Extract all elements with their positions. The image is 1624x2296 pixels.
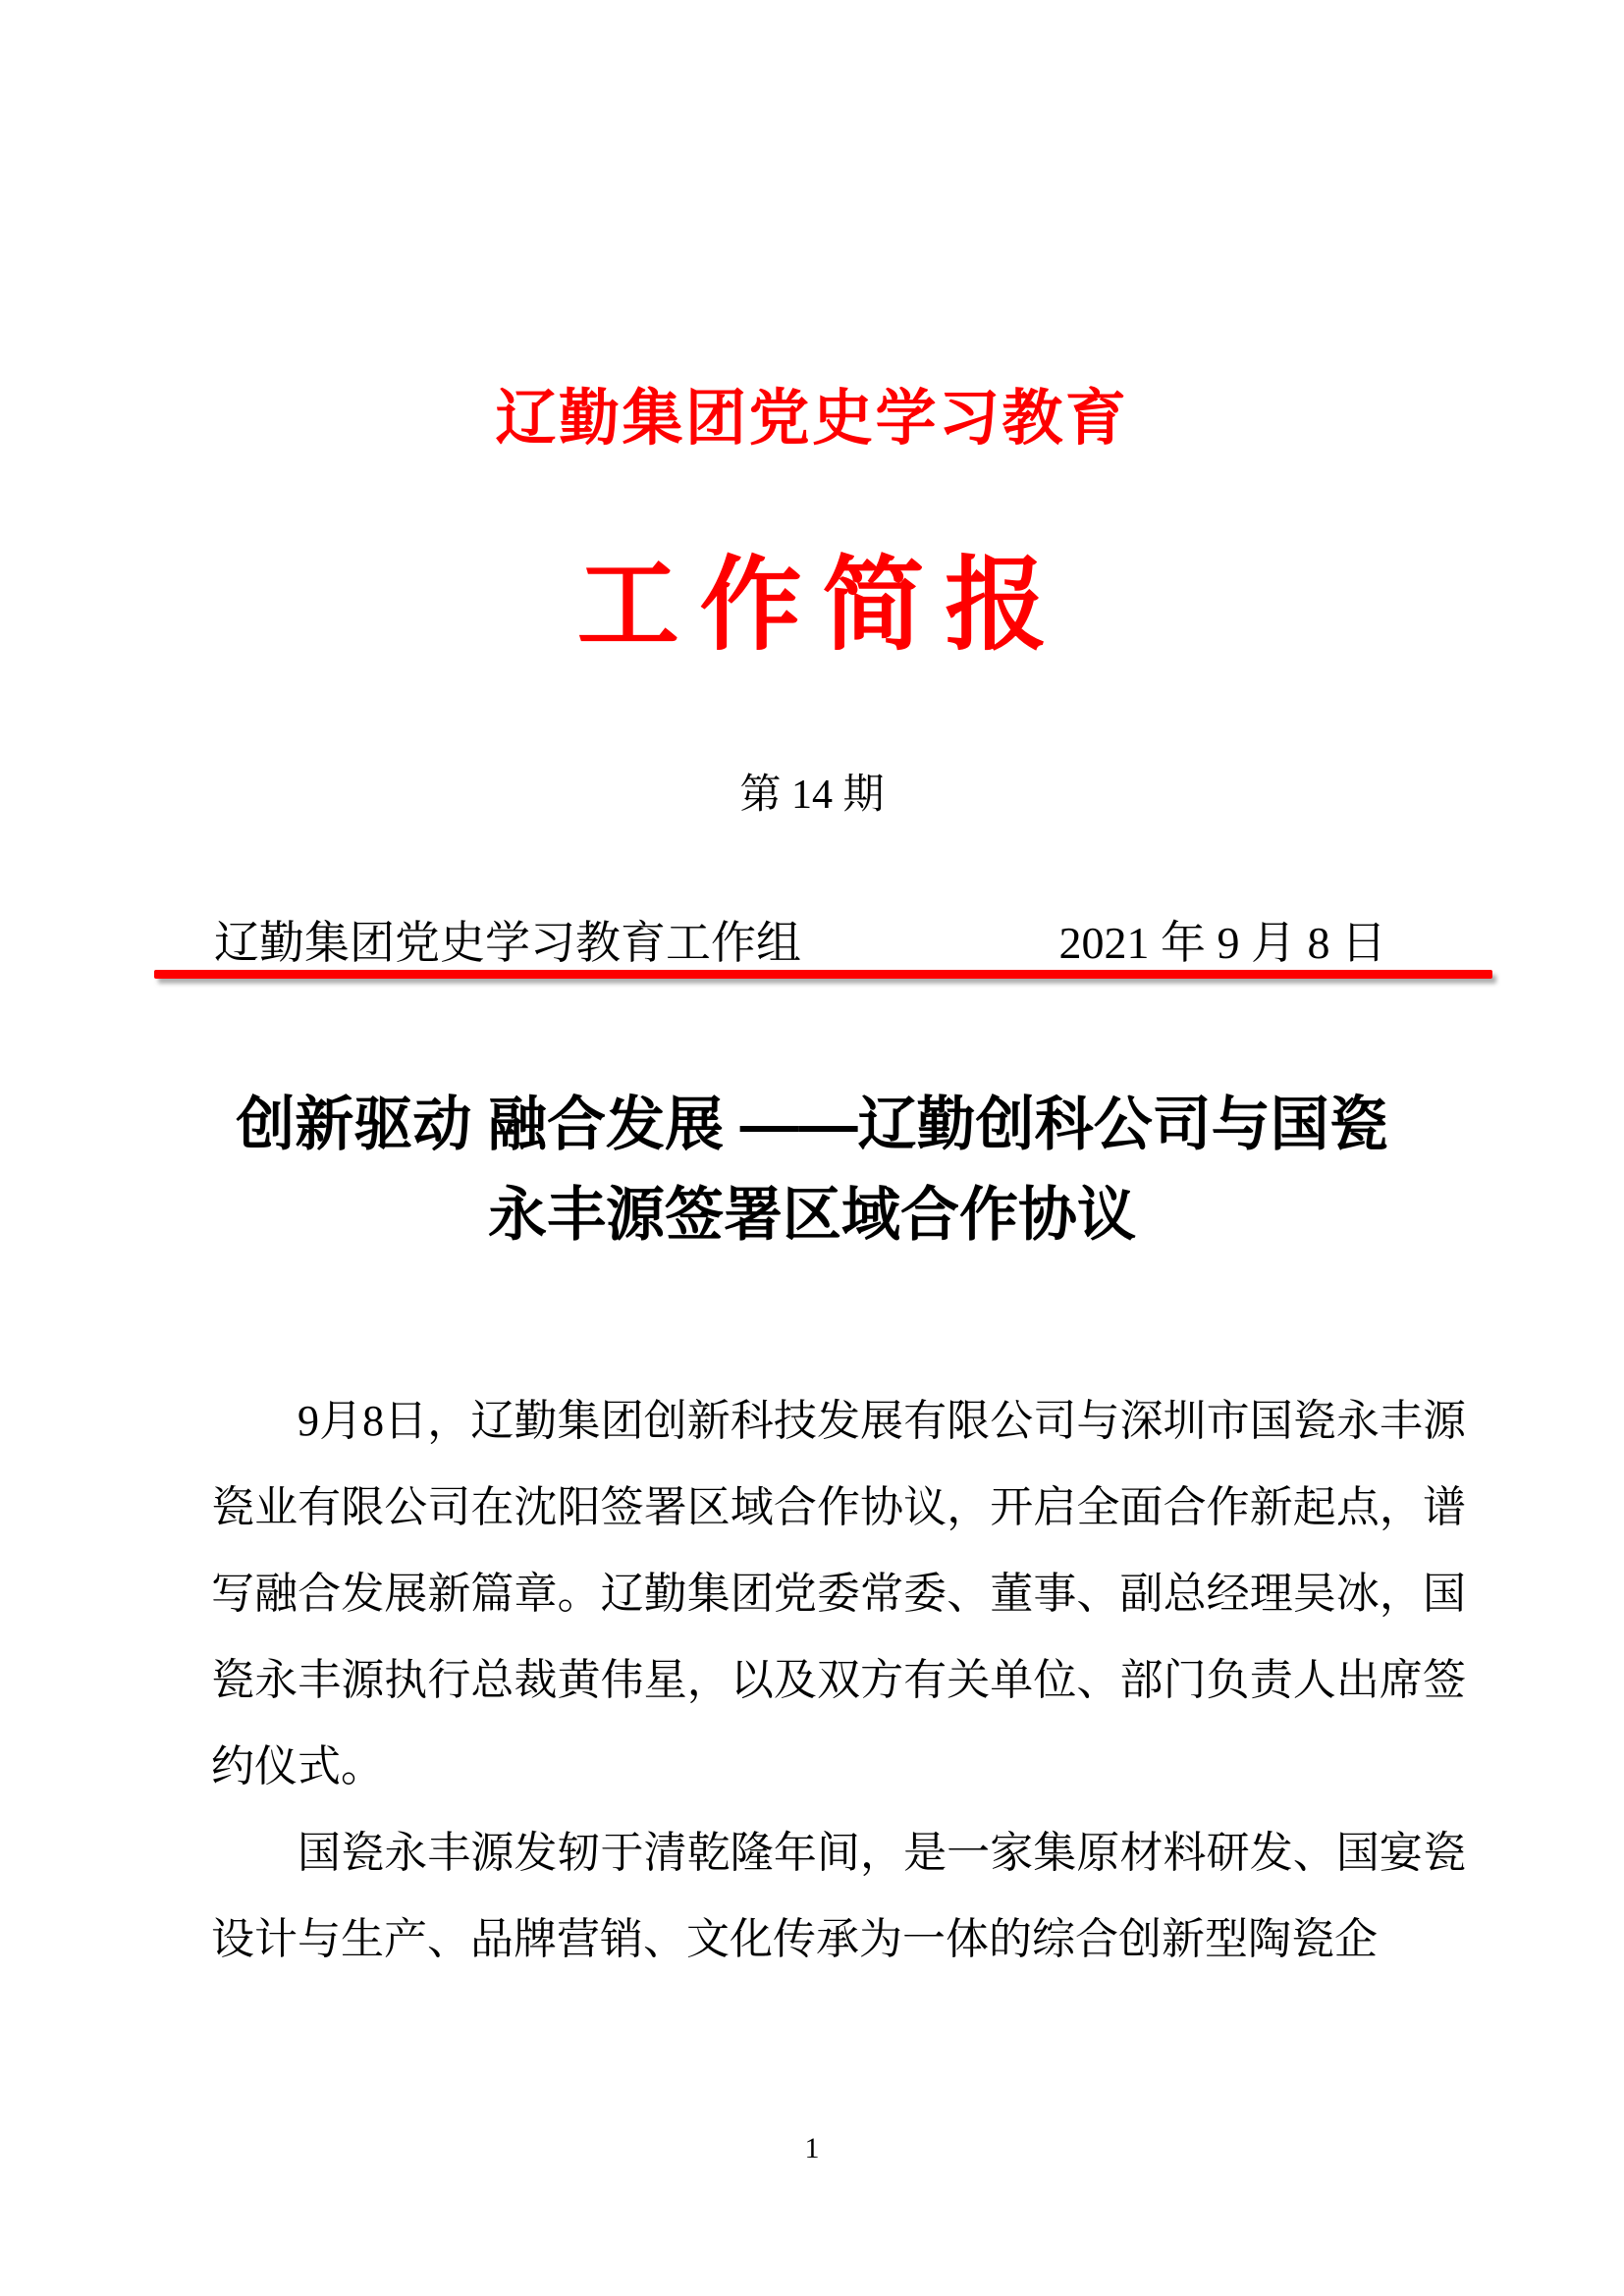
byline-row — [214, 907, 1386, 972]
red-divider-rule — [154, 970, 1492, 979]
issue-number: 第 14 期 — [739, 773, 885, 818]
article-title-line-1: 创新驱动 融合发展 ——辽勤创科公司与国瓷 — [236, 1092, 1388, 1157]
issuing-organization: 辽勤集团党史学习教育工作组 — [214, 918, 801, 968]
article-paragraph: 9月8日，辽勤集团创新科技发展有限公司与深圳市国瓷永丰源瓷业有限公司在沈阳签署区域合作协议，开启全面合作新起点，谱写融合发展新篇章。辽勤集团党委常委、董事、副总经理吴冰，国瓷永丰源执行总裁黄伟星，以及双方有关单位、部门负责人出席签约仪式。 — [211, 1397, 1466, 1790]
article-title-line-2: 永丰源签署区域合作协议 — [488, 1182, 1136, 1248]
masthead-eyebrow: 辽勤集团党史学习教育 — [495, 386, 1129, 453]
article-title — [0, 1080, 1624, 1260]
page-number: 1 — [804, 2132, 820, 2164]
issue-date: 2021 年 9 月 8 日 — [1058, 918, 1386, 968]
masthead-title: 工作简报 — [576, 550, 1067, 663]
article-paragraph: 国瓷永丰源发轫于清乾隆年间，是一家集原材料研发、国宴瓷设计与生产、品牌营销、文化传承为一体的综合创新型陶瓷企 — [211, 1829, 1466, 1963]
article-body — [211, 1378, 1466, 1983]
